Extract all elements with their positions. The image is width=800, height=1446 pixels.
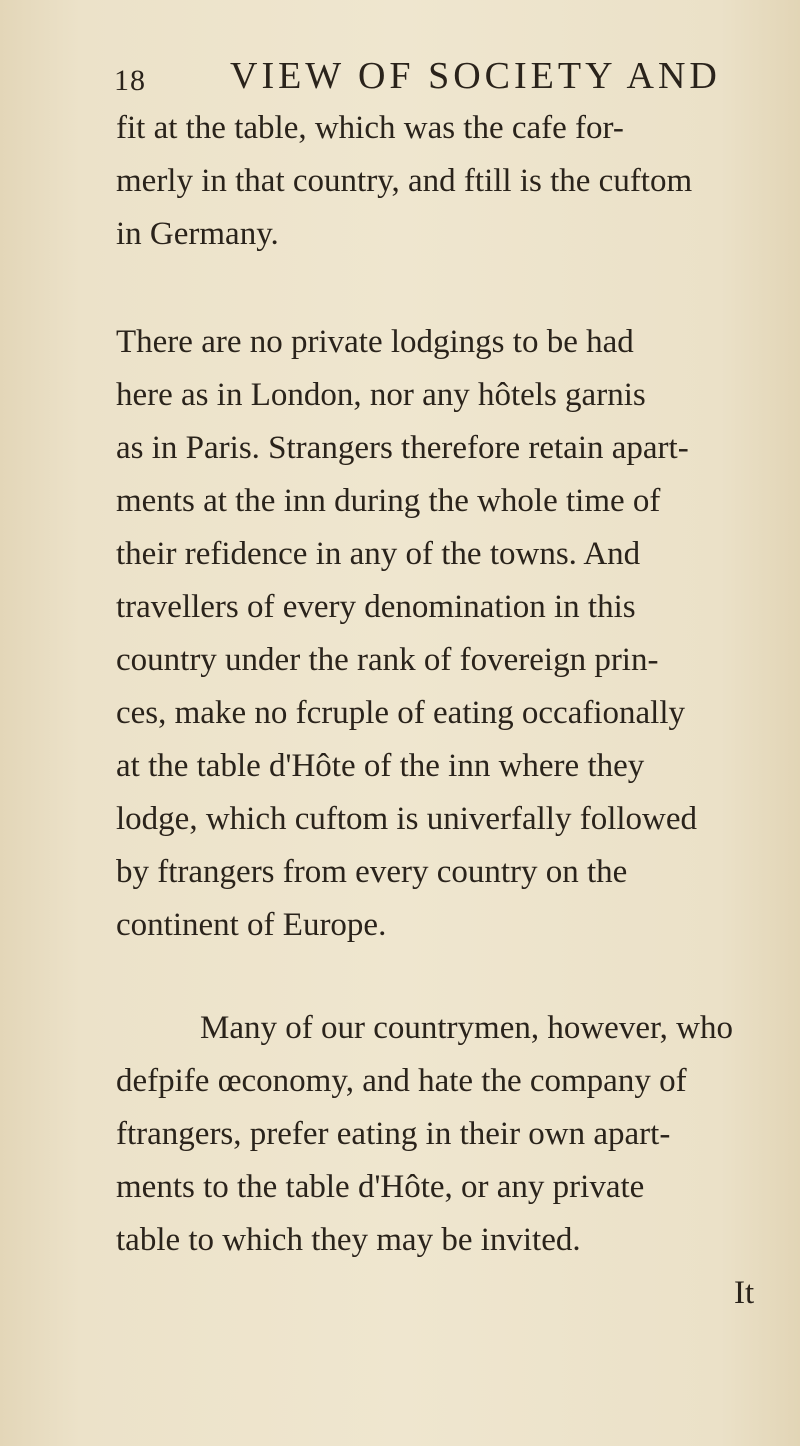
text-line: ftrangers, prefer eating in their own apart-: [116, 1116, 671, 1152]
running-head: [114, 52, 734, 102]
paragraph-1: [116, 102, 756, 261]
paragraph-spacer: [116, 952, 756, 1002]
text-line: defpife œconomy, and hate the company of: [116, 1063, 687, 1099]
text-line: at the table d'Hôte of the inn where they: [116, 748, 645, 784]
text-line: in Germany.: [116, 216, 279, 252]
text-line: country under the rank of fovereign prin-: [116, 642, 659, 678]
catchword: It: [734, 1275, 755, 1311]
paragraph-spacer: [116, 261, 756, 316]
text-line: ments to the table d'Hôte, or any private: [116, 1169, 645, 1205]
text-line: ces, make no fcruple of eating occafionally: [116, 695, 685, 731]
text-line: continent of Europe.: [116, 907, 387, 943]
text-line: by ftrangers from every country on the: [116, 854, 628, 890]
text-line: ments at the inn during the whole time of: [116, 483, 661, 519]
text-line: fit at the table, which was the cafe for-: [116, 110, 624, 146]
text-line: here as in London, nor any hôtels garnis: [116, 377, 646, 413]
text-line: table to which they may be invited.: [116, 1222, 581, 1258]
text-line: Many of our countrymen, however, who: [200, 1010, 733, 1046]
text-line: merly in that country, and ftill is the cuftom: [116, 163, 693, 199]
text-line: There are no private lodgings to be had: [116, 324, 634, 360]
text-line: lodge, which cuftom is univerfally followed: [116, 801, 698, 837]
paragraph-3: [116, 1002, 756, 1267]
text-line: as in Paris. Strangers therefore retain apart-: [116, 430, 689, 466]
page-number: 18: [114, 64, 146, 97]
text-line: their refidence in any of the towns. And: [116, 536, 641, 572]
running-title: VIEW OF SOCIETY AND: [230, 55, 721, 97]
text-line: travellers of every denomination in this: [116, 589, 636, 625]
paragraph-2: [116, 316, 756, 952]
body-text: [116, 102, 756, 1267]
